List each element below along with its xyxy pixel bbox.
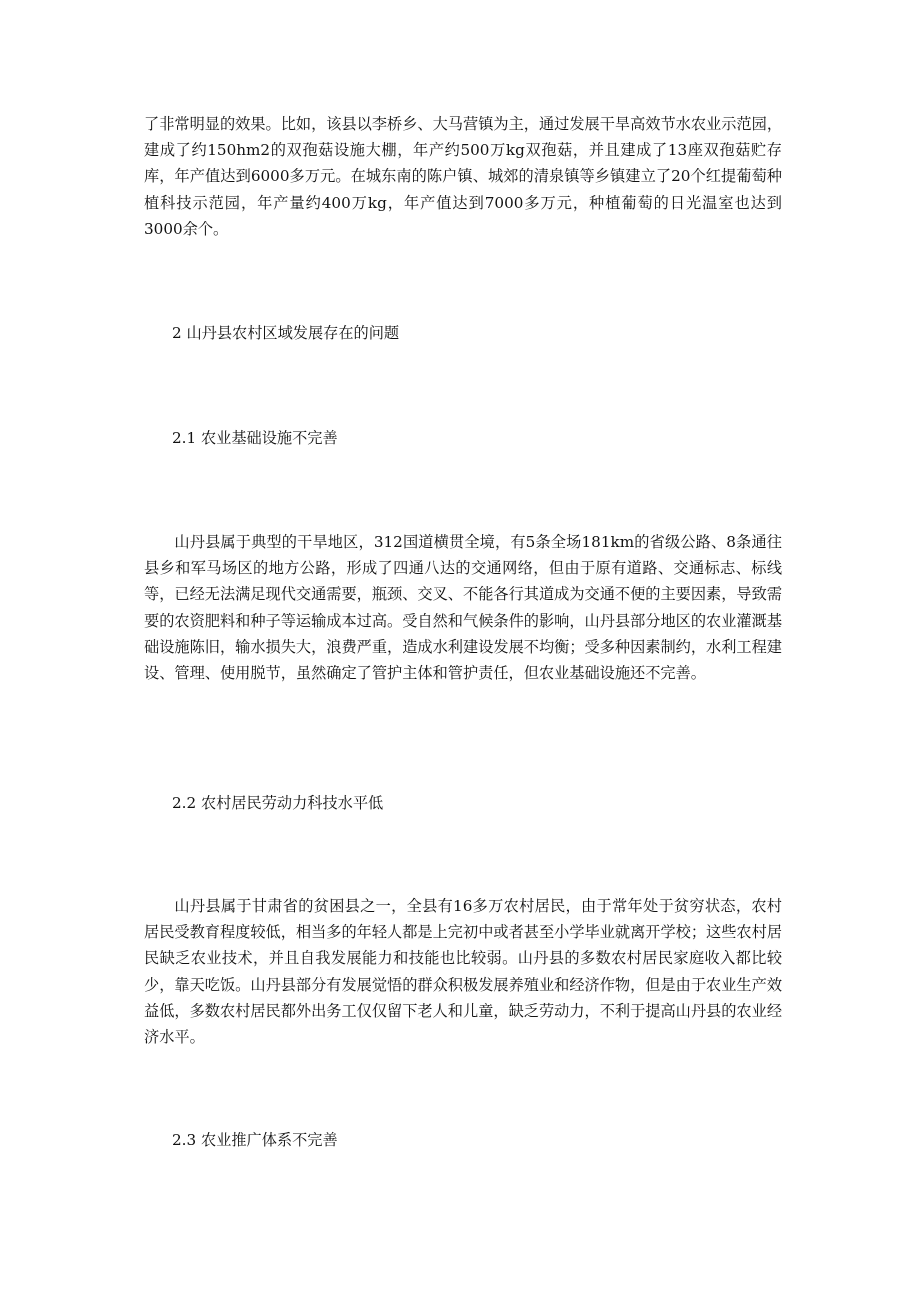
subsection-heading-2-3: 2.3 农业推广体系不完善 — [172, 1131, 338, 1149]
section-heading-2: 2 山丹县农村区域发展存在的问题 — [172, 324, 400, 342]
paragraph-2-2: 山丹县属于甘肃省的贫困县之一，全县有16多万农村居民，由于常年处于贫穷状态，农村居民受教育程度较低，相当多的年轻人都是上完初中或者甚至小学毕业就离开学校；这些农村居民缺乏农业技术，并且自我发展能力和技能也比较弱。山丹县的多数农村居民家庭收入都比较少，靠天吃饭。山丹县部分有发展觉悟的群众积极发展养殖业和经济作物，但是由于农业生产效益低，多数农村居民都外出务工仅仅留下老人和儿童，缺乏劳动力，不利于提高山丹县的农业经济水平。 — [144, 897, 782, 1047]
subsection-heading-2-2: 2.2 农村居民劳动力科技水平低 — [172, 794, 384, 812]
paragraph-2-1: 山丹县属于典型的干旱地区，312国道横贯全境，有5条全场181km的省级公路、8条通往县乡和军马场区的地方公路，形成了四通八达的交通网络，但由于原有道路、交通标志、标线等，已经无法满足现代交通需要，瓶颈、交叉、不能各行其道成为交通不便的主要因素，导致需要的农资肥料和种子等运输成本过高。受自然和气候条件的影响，山丹县部分地区的农业灌溉基础设施陈旧，输水损失大，浪费严重，造成水利建设发展不均衡；受多种因素制约，水利工程建设、管理、使用脱节，虽然确定了管护主体和管护责任，但农业基础设施还不完善。 — [144, 533, 782, 683]
paragraph-intro-continuation: 了非常明显的效果。比如，该县以李桥乡、大马营镇为主，通过发展干旱高效节水农业示范园，建成了约150hm2的双孢菇设施大棚，年产约500万kg双孢菇，并且建成了13座双孢菇贮存库，年产值达到6000多万元。在城东南的陈户镇、城郊的清泉镇等乡镇建立了20个红提葡萄种植科技示范园，年产量约400万kg，年产值达到7000多万元，种植葡萄的日光温室也达到3000余个。 — [144, 115, 782, 238]
subsection-heading-2-1: 2.1 农业基础设施不完善 — [172, 429, 338, 447]
